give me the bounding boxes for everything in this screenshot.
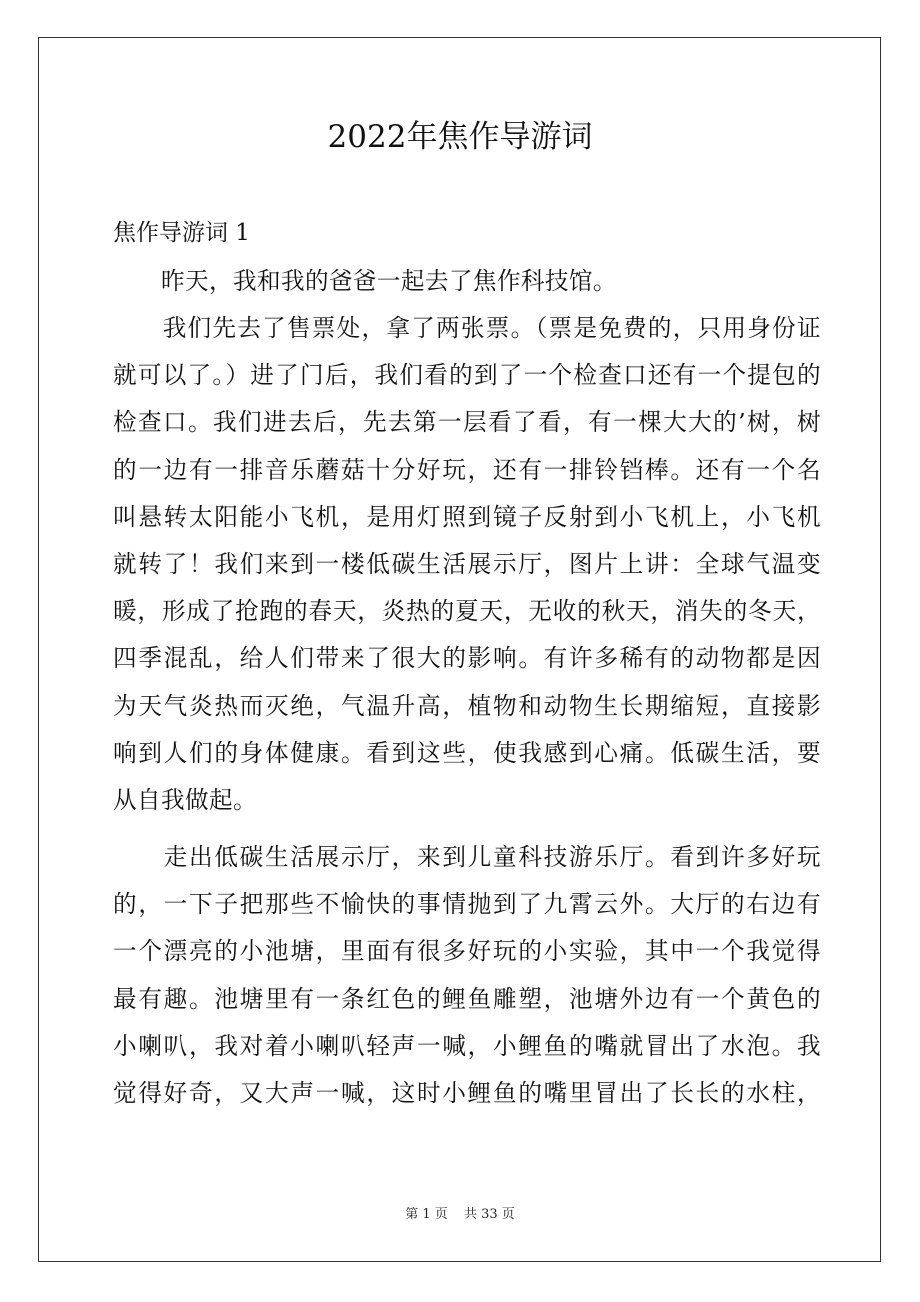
paragraph-line: 为天气炎热而灭绝，气温升高，植物和动物生长期缩短，直接影 bbox=[113, 691, 821, 720]
paragraph-line: 响到人们的身体健康。看到这些，使我感到心痛。低碳生活，要 bbox=[113, 738, 821, 767]
paragraph-line: 走出低碳生活展示厅，来到儿童科技游乐厅。看到许多好玩 bbox=[113, 843, 821, 871]
page-total: 共 33 页 bbox=[463, 1207, 515, 1222]
page-number: 第 1 页 bbox=[405, 1207, 448, 1222]
document-title: 2022年焦作导游词 bbox=[327, 119, 593, 155]
paragraph-line: 的，一下子把那些不愉快的事情抛到了九霄云外。大厅的右边有 bbox=[113, 890, 821, 919]
paragraph-line: 一个漂亮的小池塘，里面有很多好玩的小实验，其中一个我觉得 bbox=[113, 937, 821, 966]
page-footer bbox=[0, 1205, 920, 1225]
paragraph-line: 四季混乱，给人们带来了很大的影响。有许多稀有的动物都是因 bbox=[113, 644, 821, 673]
paragraph-line: 觉得好奇，又大声一喊，这时小鲤鱼的嘴里冒出了长长的水柱， bbox=[113, 1079, 821, 1108]
paragraph-line: 叫悬转太阳能小飞机，是用灯照到镜子反射到小飞机上，小飞机 bbox=[113, 502, 821, 531]
paragraph-3 bbox=[113, 834, 821, 1117]
paragraph-line: 就可以了。）进了门后，我们看的到了一个检查口还有一个提包的 bbox=[113, 361, 821, 390]
section-heading: 焦作导游词 1 bbox=[113, 220, 250, 246]
paragraph-line: 昨天，我和我的爸爸一起去了焦作科技馆。 bbox=[113, 267, 617, 295]
paragraph-line: 就转了！我们来到一楼低碳生活展示厅，图片上讲：全球气温变 bbox=[113, 550, 821, 579]
paragraph-1 bbox=[113, 258, 821, 305]
paragraph-line: 最有趣。池塘里有一条红色的鲤鱼雕塑，池塘外边有一个黄色的 bbox=[113, 984, 821, 1013]
paragraph-line: 小喇叭，我对着小喇叭轻声一喊，小鲤鱼的嘴就冒出了水泡。我 bbox=[113, 1031, 821, 1060]
paragraph-line: 的一边有一排音乐蘑菇十分好玩，还有一排铃铛棒。还有一个名 bbox=[113, 455, 821, 484]
paragraph-line: 暖，形成了抢跑的春天，炎热的夏天，无收的秋天，消失的冬天， bbox=[113, 597, 821, 626]
paragraph-line: 检查口。我们进去后，先去第一层看了看，有一棵大大的’树，树 bbox=[113, 408, 821, 437]
paragraph-2 bbox=[113, 305, 821, 824]
paragraph-line: 从自我做起。 bbox=[113, 786, 257, 815]
paragraph-line: 我们先去了售票处，拿了两张票。（票是免费的，只用身份证 bbox=[113, 314, 821, 342]
